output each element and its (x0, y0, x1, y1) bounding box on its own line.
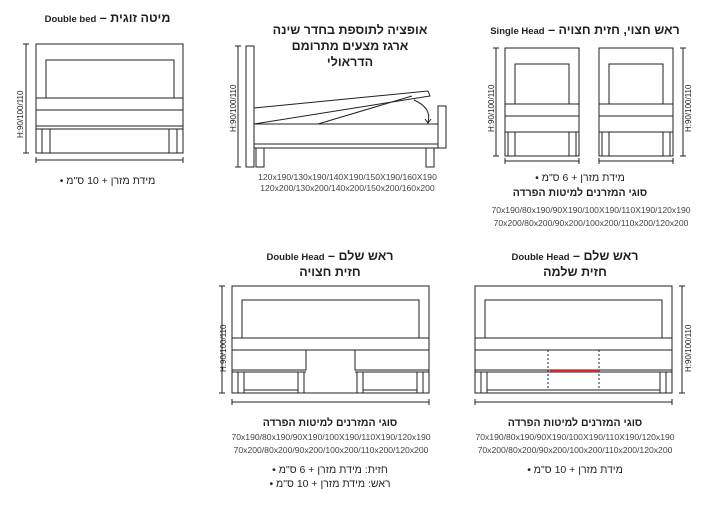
double-head-full-drawing (475, 286, 685, 405)
single-head-title-he: ראש חצוי, חזית חצויה (558, 23, 680, 37)
double-head-full-note: מידת מזרן + 10 ס"מ • (527, 464, 623, 476)
double-head-split-title-en: Double Head (266, 252, 325, 263)
lift-option-title-line-3: הדראולי (326, 55, 374, 69)
double-bed-drawing (23, 44, 183, 163)
double-bed-title: מיטה זוגית – Double bed (44, 11, 171, 25)
double-head-full-sizes-line-1: 70x190/80x190/90X190/100X190/110X190/120x190 (475, 432, 675, 442)
lift-sizes-line-1: 120x190/130x190/140X190/150X190/160X190 (258, 172, 437, 182)
lift-option-title-line-2: ארגז מצעים מתרומם (291, 39, 409, 53)
double-head-split-height-label: H:90/100/110 (219, 324, 228, 372)
double-head-full-subtitle: חזית שלמה (543, 265, 607, 279)
double-head-split-subtitle: חזית חצויה (299, 265, 361, 279)
double-head-full-sizes-line-2: 70x200/80x200/90x200/100x200/110x200/120x200 (477, 445, 673, 455)
double-head-full-title-he: ראש שלם (583, 249, 639, 263)
single-head-height-label-right: H:90/100/110 (684, 84, 693, 132)
single-head-types-title: סוגי המזרנים למיטות הפרדה (512, 187, 648, 199)
double-bed-note: מידת מזרן + 10 ס"מ • (59, 175, 156, 187)
double-bed-title-he: מיטה זוגית (110, 11, 171, 25)
lift-sizes-line-2: 120x200/130x200/140x200/150x200/160x200 (260, 183, 435, 193)
double-head-full-title-en: Double Head (511, 252, 570, 263)
double-head-split-types-title: סוגי המזרנים למיטות הפרדה (262, 417, 398, 429)
single-head-drawing (493, 48, 686, 164)
single-head-title-en: Single Head (490, 26, 545, 37)
double-head-split-title: ראש שלם – Double Head (266, 249, 394, 263)
double-bed-title-en: Double bed (44, 14, 97, 25)
double-head-split-drawing (219, 286, 429, 405)
double-head-split-note-1: חזית: מידת מזרן + 6 ס"מ • (272, 464, 388, 476)
double-head-full-types-title: סוגי המזרנים למיטות הפרדה (507, 417, 643, 429)
double-head-split-sizes-line-2: 70x200/80x200/90x200/100x200/110x200/120x200 (233, 445, 429, 455)
double-head-full-height-label: H:90/100/110 (684, 324, 693, 372)
single-head-sizes-line-1: 70x190/80x190/90X190/100X190/110X190/120x190 (491, 205, 691, 215)
double-head-split-title-he: ראש שלם (338, 249, 394, 263)
single-head-sizes-line-2: 70x200/80x200/90x200/100x200/110x200/120x200 (493, 218, 689, 228)
double-head-split-sizes-line-1: 70x190/80x190/90X190/100X190/110X190/120x190 (231, 432, 431, 442)
single-head-note: מידת מזרן + 6 ס"מ • (535, 172, 625, 184)
lift-option-title-line-1: אופציה לתוספת בחדר שינה (272, 23, 428, 37)
single-head-title: ראש חצוי, חזית חצויה – Single Head (490, 23, 680, 37)
double-head-full-title: ראש שלם – Double Head (511, 249, 639, 263)
double-bed-height-label: H:90/100/110 (16, 90, 25, 138)
single-head-height-label-left: H:90/100/110 (487, 84, 496, 132)
lift-height-label: H:90/100/110 (229, 84, 238, 132)
double-head-split-note-2: ראש: מידת מזרן + 10 ס"מ • (269, 478, 391, 490)
